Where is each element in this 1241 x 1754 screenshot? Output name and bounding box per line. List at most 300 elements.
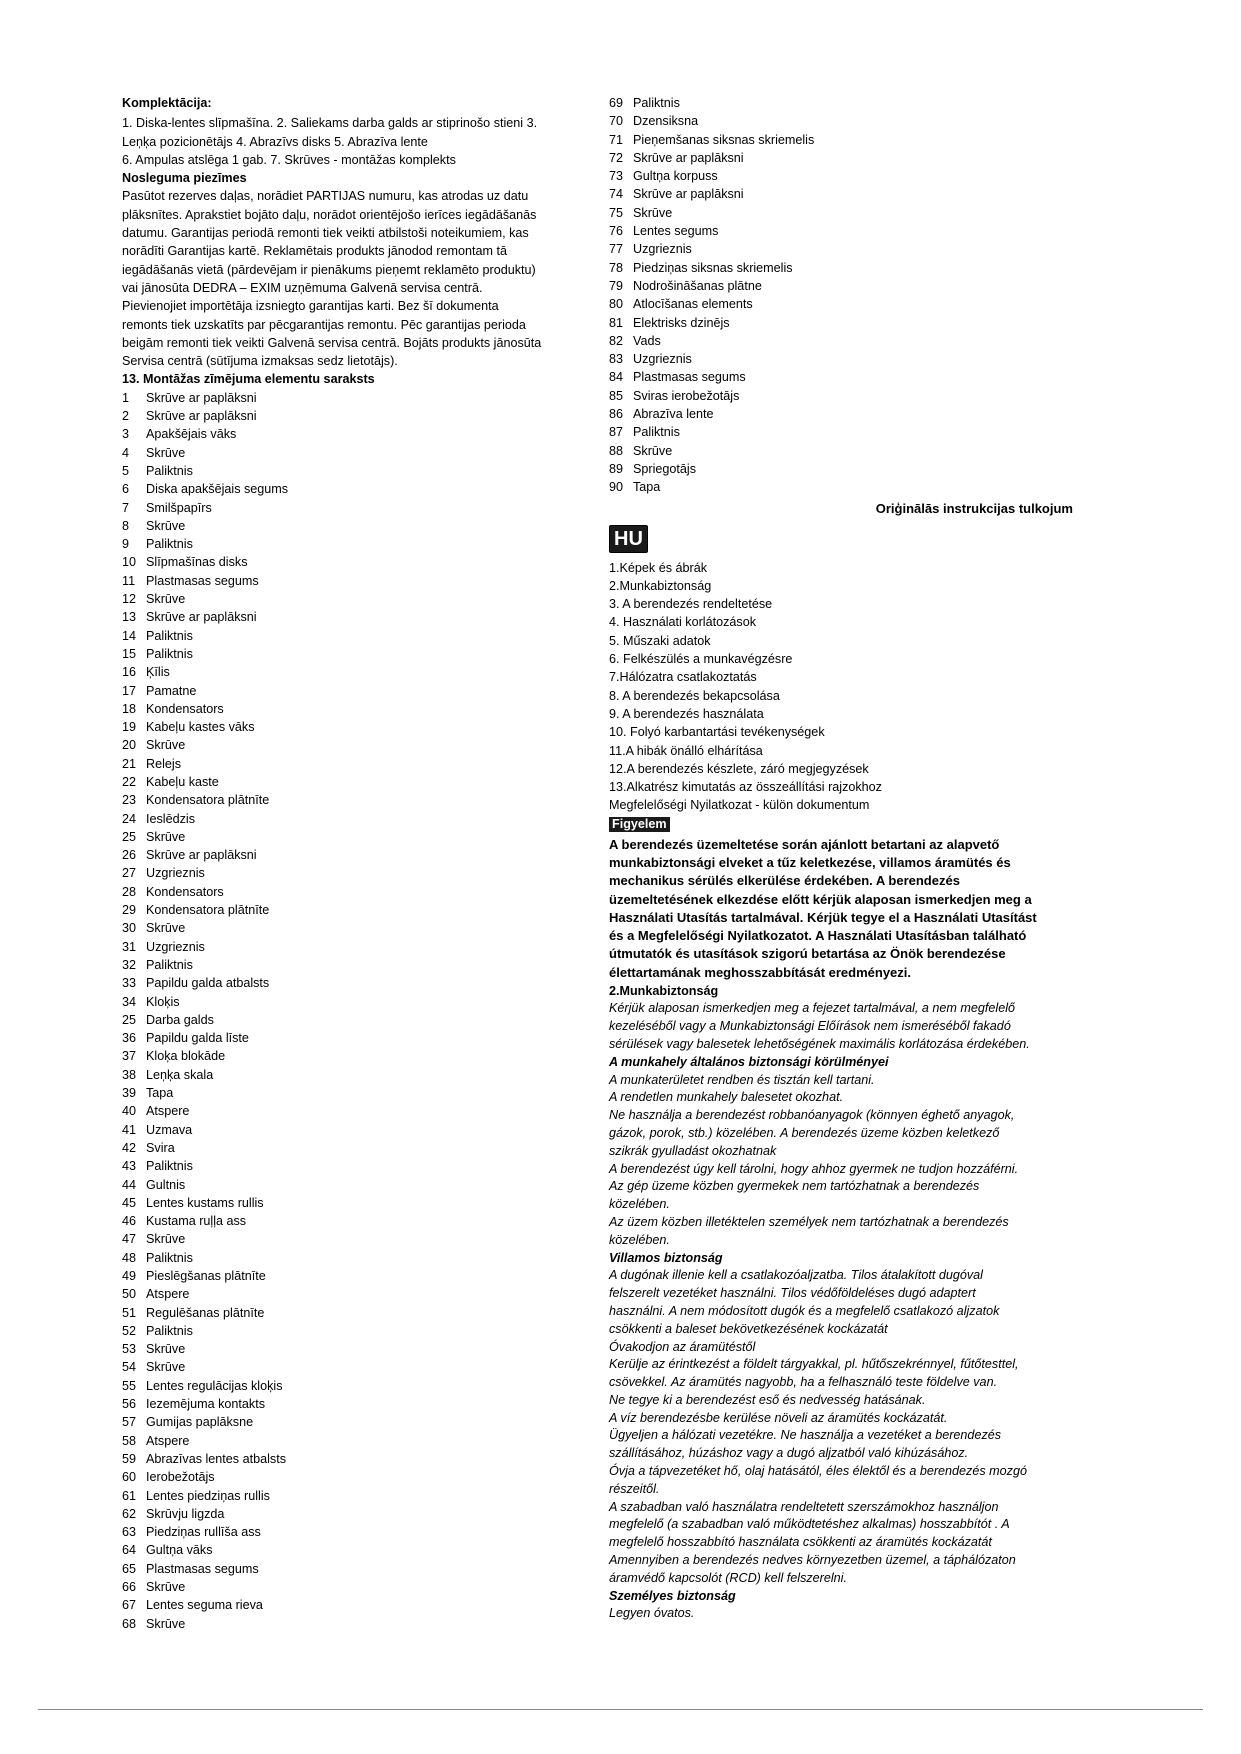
part-number: 90 (609, 480, 624, 495)
part-name: Paliktnis (633, 96, 680, 110)
part-name: Dzensiksna (633, 114, 699, 129)
parts-list-item (122, 1358, 582, 1376)
part-name: Plastmasas segums (146, 573, 259, 588)
part-name: Relejs (146, 756, 181, 771)
parts-list-item (122, 389, 582, 407)
toc-item: 3. A berendezés rendeltetése (609, 597, 773, 612)
part-number: 29 (122, 903, 137, 918)
part-name: Uzgrieznis (633, 242, 692, 257)
part-number: 89 (609, 461, 624, 476)
parts-list-item (122, 407, 582, 425)
parts-list-item (122, 1487, 582, 1505)
part-number: 4 (122, 445, 130, 460)
parts-list-item (609, 240, 1079, 258)
electric-safety-line: megfelelő hosszabbító használata csökkenti az áramütés kockázatát (609, 1535, 992, 1550)
parts-list-item (609, 112, 1079, 130)
parts-list-item (122, 1176, 582, 1194)
part-name: Atspere (146, 1287, 190, 1302)
part-name: Ieslēdzis (146, 811, 195, 826)
part-number: 84 (609, 370, 624, 385)
parts-list-item (122, 1249, 582, 1267)
parts-list-item (122, 864, 582, 882)
parts-list-item (122, 718, 582, 736)
part-name: Paliktnis (146, 646, 193, 661)
electric-safety-line: használni. A nem módosított dugók és a megfelelő csatlakozó aljzatok (609, 1303, 1000, 1318)
part-name: Piedziņas siksnas skriemelis (633, 260, 793, 275)
part-number: 73 (609, 169, 624, 184)
part-name: Skrūve (146, 518, 186, 533)
part-name: Paliktnis (146, 957, 193, 972)
parts-list-item (609, 259, 1079, 277)
part-name: Pieslēgšanas plātnīte (146, 1269, 266, 1283)
nosleguma-line: plāksnītes. Aprakstiet bojāto daļu, norādot orientējošo ierīces iegādāšanās (122, 207, 537, 222)
part-name: Skrūve (146, 445, 186, 460)
part-name: Iezemējuma kontakts (146, 1397, 265, 1412)
parts-list-item (122, 1212, 582, 1230)
toc-item: 5. Műszaki adatok (609, 633, 711, 648)
parts-list-item (609, 277, 1079, 295)
part-number: 82 (609, 333, 624, 348)
parts-list-item (122, 444, 582, 462)
part-number: 14 (122, 628, 137, 643)
part-number: 33 (122, 976, 137, 991)
nosleguma-line: vai jānosūta DEDRA – EXIM uzņēmuma Galvenā servisa centrā. (122, 280, 483, 295)
part-name: Skrūve (146, 592, 186, 607)
parts-list-left (122, 389, 582, 1633)
parts-list-item (122, 1505, 582, 1523)
part-number: 25 (122, 829, 137, 844)
parts-list-item (609, 295, 1079, 313)
part-name: Gultņa vāks (146, 1543, 213, 1558)
part-number: 68 (122, 1616, 137, 1631)
warning-line: Használati Utasítás tartalmával. Kérjük tegye el a Használati Utasítást (609, 909, 1037, 925)
parts-list-item (609, 204, 1079, 222)
part-name: Kondensators (146, 884, 224, 899)
part-number: 78 (609, 260, 624, 275)
parts-list-item (122, 1157, 582, 1175)
workplace-line: gázok, porok, stb.) közelében. A berendezés üzeme közben keletkező (609, 1125, 1000, 1140)
part-number: 66 (122, 1580, 137, 1595)
part-name: Spriegotājs (633, 461, 697, 476)
part-number: 24 (122, 811, 137, 826)
part-number: 85 (609, 388, 624, 403)
parts-list-item (122, 572, 582, 590)
part-name: Pamatne (146, 683, 197, 698)
part-name: Skrūve (146, 1580, 186, 1595)
warning-line: A berendezés üzemeltetése során ajánlott betartani az alapvető (609, 836, 1000, 852)
toc-item: Megfelelőségi Nyilatkozat - külön dokumentum (609, 798, 870, 813)
part-name: Uzmava (146, 1122, 193, 1137)
parts-list-item (609, 185, 1079, 203)
part-name: Apakšējais vāks (146, 427, 237, 442)
electric-safety-line: Ne tegye ki a berendezést eső és nedvesség hatásának. (609, 1392, 926, 1407)
parts-list-item (122, 828, 582, 846)
warning-line: mechanikus sérülés elkerülése érdekében. A berendezés (609, 873, 960, 889)
komplektacija-line: Leņķa pozicionētājs 4. Abrazīvs disks 5. Abrazīva lente (122, 134, 428, 149)
parts-list-item (122, 791, 582, 809)
parts-list-item (609, 222, 1079, 240)
part-number: 52 (122, 1323, 137, 1338)
parts-list-right (609, 94, 1079, 497)
electric-safety-line: Ügyeljen a hálózati vezetékre. Ne használja a vezetéket a berendezés (609, 1428, 1002, 1443)
part-number: 87 (609, 425, 624, 440)
part-name: Kloķa blokāde (146, 1049, 226, 1064)
parts-list-item (122, 1121, 582, 1139)
part-number: 10 (122, 555, 137, 570)
toc-item: 13.Alkatrész kimutatás az összeállítási rajzokhoz (609, 780, 882, 795)
parts-list-item (122, 846, 582, 864)
part-number: 77 (609, 242, 624, 257)
part-name: Kondensators (146, 701, 224, 716)
parts-list-item (122, 956, 582, 974)
electric-safety-heading: Villamos biztonság (609, 1250, 723, 1265)
part-number: 23 (122, 793, 137, 808)
part-name: Sviras ierobežotājs (633, 388, 740, 403)
parts-list-item (122, 901, 582, 919)
parts-list-item (609, 442, 1079, 460)
part-name: Atlocīšanas elements (633, 297, 753, 312)
part-name: Skrūve (146, 1232, 186, 1247)
part-name: Nodrošināšanas plātne (633, 278, 762, 293)
parts-list-item (122, 608, 582, 626)
table-of-contents (609, 559, 1079, 815)
parts-list-item (122, 1011, 582, 1029)
part-number: 38 (122, 1067, 137, 1082)
part-name: Lentes segums (633, 224, 719, 239)
warning-line: és a Megfelelőségi Nyilatkozatot. A Használati Utasításban található (609, 928, 1027, 944)
parts-list-item (122, 627, 582, 645)
part-name: Skrūve (146, 921, 186, 936)
parts-list-item (122, 1340, 582, 1358)
part-name: Leņķa skala (146, 1067, 214, 1082)
part-name: Kloķis (146, 994, 180, 1009)
part-number: 49 (122, 1269, 137, 1283)
part-name: Paliktnis (146, 1323, 193, 1338)
language-badge-hu: HU (609, 525, 648, 553)
part-name: Paliktnis (146, 537, 193, 552)
parts-list-item (122, 974, 582, 992)
parts-list-item (122, 883, 582, 901)
nosleguma-line: remonts tiek uzskatīts par pēcgarantijas remontu. Pēc garantijas perioda (122, 317, 526, 332)
part-number: 34 (122, 994, 137, 1009)
parts-list-item (609, 460, 1079, 478)
part-name: Plastmasas segums (146, 1561, 259, 1576)
part-number: 55 (122, 1378, 137, 1393)
parts-list-item (122, 1377, 582, 1395)
section2-intro (609, 1000, 1079, 1053)
part-number: 74 (609, 187, 624, 202)
electric-safety-line: Óvakodjon az áramütéstől (609, 1339, 756, 1354)
parts-list-item (609, 478, 1079, 496)
komplektacija-line: 1. Diska-lentes slīpmašīna. 2. Saliekams darba galds ar stiprinošo stieni 3. (122, 116, 538, 131)
part-number: 44 (122, 1177, 137, 1192)
nosleguma-line: beigām remonti tiek veikti Galvenā servisa centrā. Bojāts produkts jānosūta (122, 335, 542, 350)
toc-item: 4. Használati korlátozások (609, 615, 756, 630)
workplace-line: szikrák gyulladást okozhatnak (609, 1143, 777, 1158)
part-name: Pieņemšanas siksnas skriemelis (633, 132, 815, 147)
workplace-line: A berendezést úgy kell tárolni, hogy ahhoz gyermek ne tudjon hozzáférni. (609, 1161, 1019, 1176)
part-name: Skrūve (146, 738, 186, 753)
part-number: 80 (609, 297, 624, 312)
part-number: 7 (122, 500, 130, 515)
toc-item: 1.Képek és ábrák (609, 560, 708, 575)
nosleguma-line: Pasūtot rezerves daļas, norādiet PARTIJAS numuru, kas atrodas uz datu (122, 189, 529, 204)
parts-list-item (122, 1560, 582, 1578)
part-name: Lentes piedziņas rullis (146, 1488, 270, 1503)
warning-line: üzemeltetésének elkezdése előtt kérjük alaposan ismerkedjen meg a (609, 891, 1032, 907)
parts-list-item (122, 1084, 582, 1102)
warning-line: munkabiztonsági elveket a tűz keletkezése, villamos áramütés és (609, 854, 1011, 870)
parts-list-item (122, 663, 582, 681)
electric-safety-line: Kerülje az érintkezést a földelt tárgyakkal, pl. hűtőszekrénnyel, fűtőtesttel, (609, 1357, 1019, 1372)
part-name: Uzgrieznis (146, 866, 205, 881)
part-name: Skrūve (146, 1342, 186, 1357)
part-name: Kabeļu kastes vāks (146, 720, 255, 735)
parts-list-item (609, 94, 1079, 112)
workplace-line: A munkaterületet rendben és tisztán kell tartani. (609, 1072, 875, 1087)
toc-item: 6. Felkészülés a munkavégzésre (609, 652, 793, 667)
parts-list-item (122, 810, 582, 828)
part-number: 81 (609, 315, 624, 330)
part-number: 28 (122, 884, 137, 899)
electric-safety-line: Amennyiben a berendezés nedves környezetben üzemel, a táphálózaton (609, 1553, 1016, 1568)
part-name: Paliktnis (146, 628, 193, 643)
part-name: Kustama ruļļa ass (146, 1214, 247, 1229)
part-number: 18 (122, 701, 137, 716)
part-name: Skrūve (633, 443, 673, 458)
part-name: Atspere (146, 1433, 190, 1448)
workplace-line: Az üzem közben illetéktelen személyek nem tartózhatnak a berendezés (609, 1214, 1009, 1229)
parts-list-item (122, 1194, 582, 1212)
part-number: 42 (122, 1140, 137, 1155)
part-number: 75 (609, 205, 624, 220)
part-name: Svira (146, 1140, 175, 1155)
part-number: 36 (122, 1031, 137, 1046)
toc-item: 12.A berendezés készlete, záró megjegyzések (609, 761, 869, 776)
part-name: Papildu galda atbalsts (146, 976, 270, 991)
warning-line: élettartamának meghosszabbítását eredményezi. (609, 964, 912, 980)
translation-title: Oriģinālās instrukcijas tulkojum (875, 500, 1073, 516)
part-number: 21 (122, 756, 137, 771)
part-name: Elektrisks dzinējs (633, 315, 730, 330)
parts-list-item (122, 535, 582, 553)
part-name: Smilšpapīrs (146, 500, 212, 515)
part-number: 32 (122, 957, 137, 972)
part-name: Piedziņas rullīša ass (146, 1525, 261, 1540)
parts-list-heading: 13. Montāžas zīmējuma elementu saraksts (122, 372, 375, 387)
parts-list-item (122, 590, 582, 608)
part-number: 11 (122, 573, 136, 588)
workplace-line: közelében. (609, 1232, 670, 1247)
komplektacija-heading: Komplektācija: (122, 96, 212, 110)
personal-safety-text (609, 1605, 1079, 1623)
part-number: 37 (122, 1049, 137, 1064)
part-number: 61 (122, 1488, 137, 1503)
nosleguma-line: datumu. Garantijas periodā remonti tiek veikti atbilstoši noteikumiem, kas (122, 226, 529, 241)
part-name: Paliktnis (146, 463, 193, 478)
parts-list-item (609, 350, 1079, 368)
parts-list-item (122, 1322, 582, 1340)
parts-list-item (609, 131, 1079, 149)
part-name: Abrazīvas lentes atbalsts (146, 1451, 287, 1466)
part-number: 40 (122, 1104, 137, 1119)
parts-list-item (609, 332, 1079, 350)
part-number: 27 (122, 866, 137, 881)
parts-list-item (122, 1578, 582, 1596)
part-number: 22 (122, 774, 137, 789)
electric-safety-line: A víz berendezésbe kerülése növeli az áramütés kockázatát. (609, 1410, 948, 1425)
part-number: 1 (122, 390, 130, 405)
part-name: Gultnis (146, 1177, 186, 1192)
part-name: Gultņa korpuss (633, 169, 718, 184)
part-name: Regulēšanas plātnīte (146, 1305, 265, 1320)
part-number: 71 (609, 132, 624, 147)
toc-item: 8. A berendezés bekapcsolása (609, 688, 780, 703)
part-number: 31 (122, 939, 137, 954)
part-number: 2 (122, 409, 130, 424)
parts-list-item (122, 499, 582, 517)
electric-safety-text (609, 1267, 1079, 1587)
komplektacija-list (122, 114, 582, 169)
nosleguma-line: Pievienojiet importētāja izsniegto garantijas karti. Bez šī dokumenta (122, 299, 499, 314)
parts-list-item (122, 1267, 582, 1285)
part-name: Skrūve ar paplāksni (146, 848, 257, 863)
parts-list-item (609, 387, 1079, 405)
part-number: 25 (122, 1012, 137, 1027)
part-number: 58 (122, 1433, 137, 1448)
part-number: 39 (122, 1086, 137, 1101)
part-name: Skrūve ar paplāksni (146, 409, 257, 424)
warning-line: útmutatók és utasítások szigorú betartása az Önök berendezése (609, 946, 1006, 962)
part-number: 30 (122, 921, 137, 936)
workplace-text (609, 1072, 1079, 1250)
toc-item: 10. Folyó karbantartási tevékenységek (609, 725, 825, 740)
section2-intro-line: sérülések vagy balesetek lehetőségének maximális korlátozása érdekében. (609, 1036, 1030, 1051)
part-number: 57 (122, 1415, 137, 1430)
part-name: Skrūve (146, 829, 186, 844)
part-number: 70 (609, 114, 624, 129)
part-name: Plastmasas segums (633, 370, 746, 385)
nosleguma-text (122, 187, 582, 370)
parts-list-item (122, 682, 582, 700)
section2-intro-line: Kérjük alaposan ismerkedjen meg a fejezet tartalmával, a nem megfelelő (609, 1001, 1016, 1016)
electric-safety-line: A dugónak illenie kell a csatlakozóaljzatba. Tilos átalakított dugóval (609, 1268, 983, 1283)
toc-item: 7.Hálózatra csatlakoztatás (609, 670, 757, 685)
part-name: Skrūve ar paplāksni (633, 150, 744, 165)
part-number: 12 (122, 592, 137, 607)
electric-safety-line: részeitől. (609, 1481, 660, 1496)
nosleguma-line: Servisa centrā (sūtījuma izmaksas sedz lietotājs). (122, 354, 398, 369)
part-number: 88 (609, 443, 624, 458)
parts-list-item (609, 368, 1079, 386)
parts-list-item (122, 1523, 582, 1541)
part-number: 76 (609, 224, 624, 239)
part-number: 46 (122, 1214, 137, 1229)
workplace-line: Az gép üzeme közben gyermekek nem tartózhatnak a berendezés (609, 1179, 980, 1194)
part-number: 6 (122, 482, 130, 497)
part-number: 43 (122, 1159, 137, 1174)
part-number: 26 (122, 848, 137, 863)
part-number: 9 (122, 537, 130, 552)
toc-item: 11.A hibák önálló elhárítása (609, 743, 763, 758)
parts-list-item (122, 1615, 582, 1633)
parts-list-item (122, 462, 582, 480)
toc-item: 2.Munkabiztonság (609, 578, 712, 593)
part-name: Kondensatora plātnīte (146, 793, 270, 808)
parts-list-item (122, 736, 582, 754)
part-number: 62 (122, 1506, 137, 1521)
parts-list-item (122, 1047, 582, 1065)
part-name: Papildu galda līste (146, 1031, 249, 1046)
warning-text (609, 836, 1079, 982)
parts-list-item (122, 480, 582, 498)
part-number: 13 (122, 610, 137, 625)
part-number: 5 (122, 463, 130, 478)
parts-list-item (122, 1468, 582, 1486)
part-number: 47 (122, 1232, 137, 1247)
parts-list-item (122, 1395, 582, 1413)
komplektacija-line: 6. Ampulas atslēga 1 gab. 7. Skrūves - montāžas komplekts (122, 152, 456, 167)
part-name: Skrūve ar paplāksni (146, 390, 257, 405)
part-name: Paliktnis (146, 1159, 193, 1174)
part-number: 65 (122, 1561, 137, 1576)
parts-list-item (122, 1450, 582, 1468)
part-name: Uzgrieznis (633, 352, 692, 367)
part-number: 48 (122, 1250, 137, 1265)
electric-safety-line: felszerelt vezetéket használni. Tilos védőföldeléses dugó adaptert (609, 1286, 976, 1301)
part-name: Skrūve ar paplāksni (633, 187, 744, 202)
part-name: Abrazīva lente (633, 407, 714, 422)
part-name: Skrūve ar paplāksni (146, 610, 257, 625)
right-column (609, 94, 1079, 1623)
part-number: 20 (122, 738, 137, 753)
part-name: Skrūve (146, 1616, 186, 1631)
nosleguma-heading: Nosleguma piezīmes (122, 171, 247, 186)
part-name: Lentes regulācijas kloķis (146, 1378, 283, 1393)
parts-list-item (122, 755, 582, 773)
part-name: Kondensatora plātnīte (146, 903, 270, 918)
parts-list-item (122, 1066, 582, 1084)
part-number: 15 (122, 646, 137, 661)
part-number: 59 (122, 1451, 137, 1466)
part-number: 19 (122, 720, 137, 735)
parts-list-item (122, 1139, 582, 1157)
workplace-line: közelében. (609, 1197, 670, 1212)
parts-list-item (122, 1596, 582, 1614)
parts-list-item (609, 405, 1079, 423)
parts-list-item (122, 700, 582, 718)
electric-safety-line: csökkenti a baleset bekövetkezésének kockázatát (609, 1321, 888, 1336)
part-name: Lentes seguma rieva (146, 1598, 263, 1613)
part-number: 63 (122, 1525, 137, 1540)
warning-badge: Figyelem (609, 817, 670, 832)
part-name: Uzgrieznis (146, 939, 205, 954)
part-number: 17 (122, 683, 137, 698)
parts-list-item (122, 919, 582, 937)
parts-list-item (122, 938, 582, 956)
part-number: 54 (122, 1360, 137, 1375)
part-name: Ķīlis (146, 665, 170, 680)
part-name: Slīpmašīnas disks (146, 555, 248, 570)
part-number: 79 (609, 278, 624, 293)
part-number: 60 (122, 1470, 137, 1485)
electric-safety-line: szállításához, húzáshoz vagy a dugó aljzatból való kihúzásához. (609, 1446, 969, 1461)
footer-divider (38, 1709, 1203, 1710)
part-name: Skrūvju ligzda (146, 1506, 225, 1521)
parts-list-item (122, 993, 582, 1011)
part-name: Darba galds (146, 1012, 214, 1027)
workplace-heading: A munkahely általános biztonsági körülményei (609, 1054, 889, 1069)
